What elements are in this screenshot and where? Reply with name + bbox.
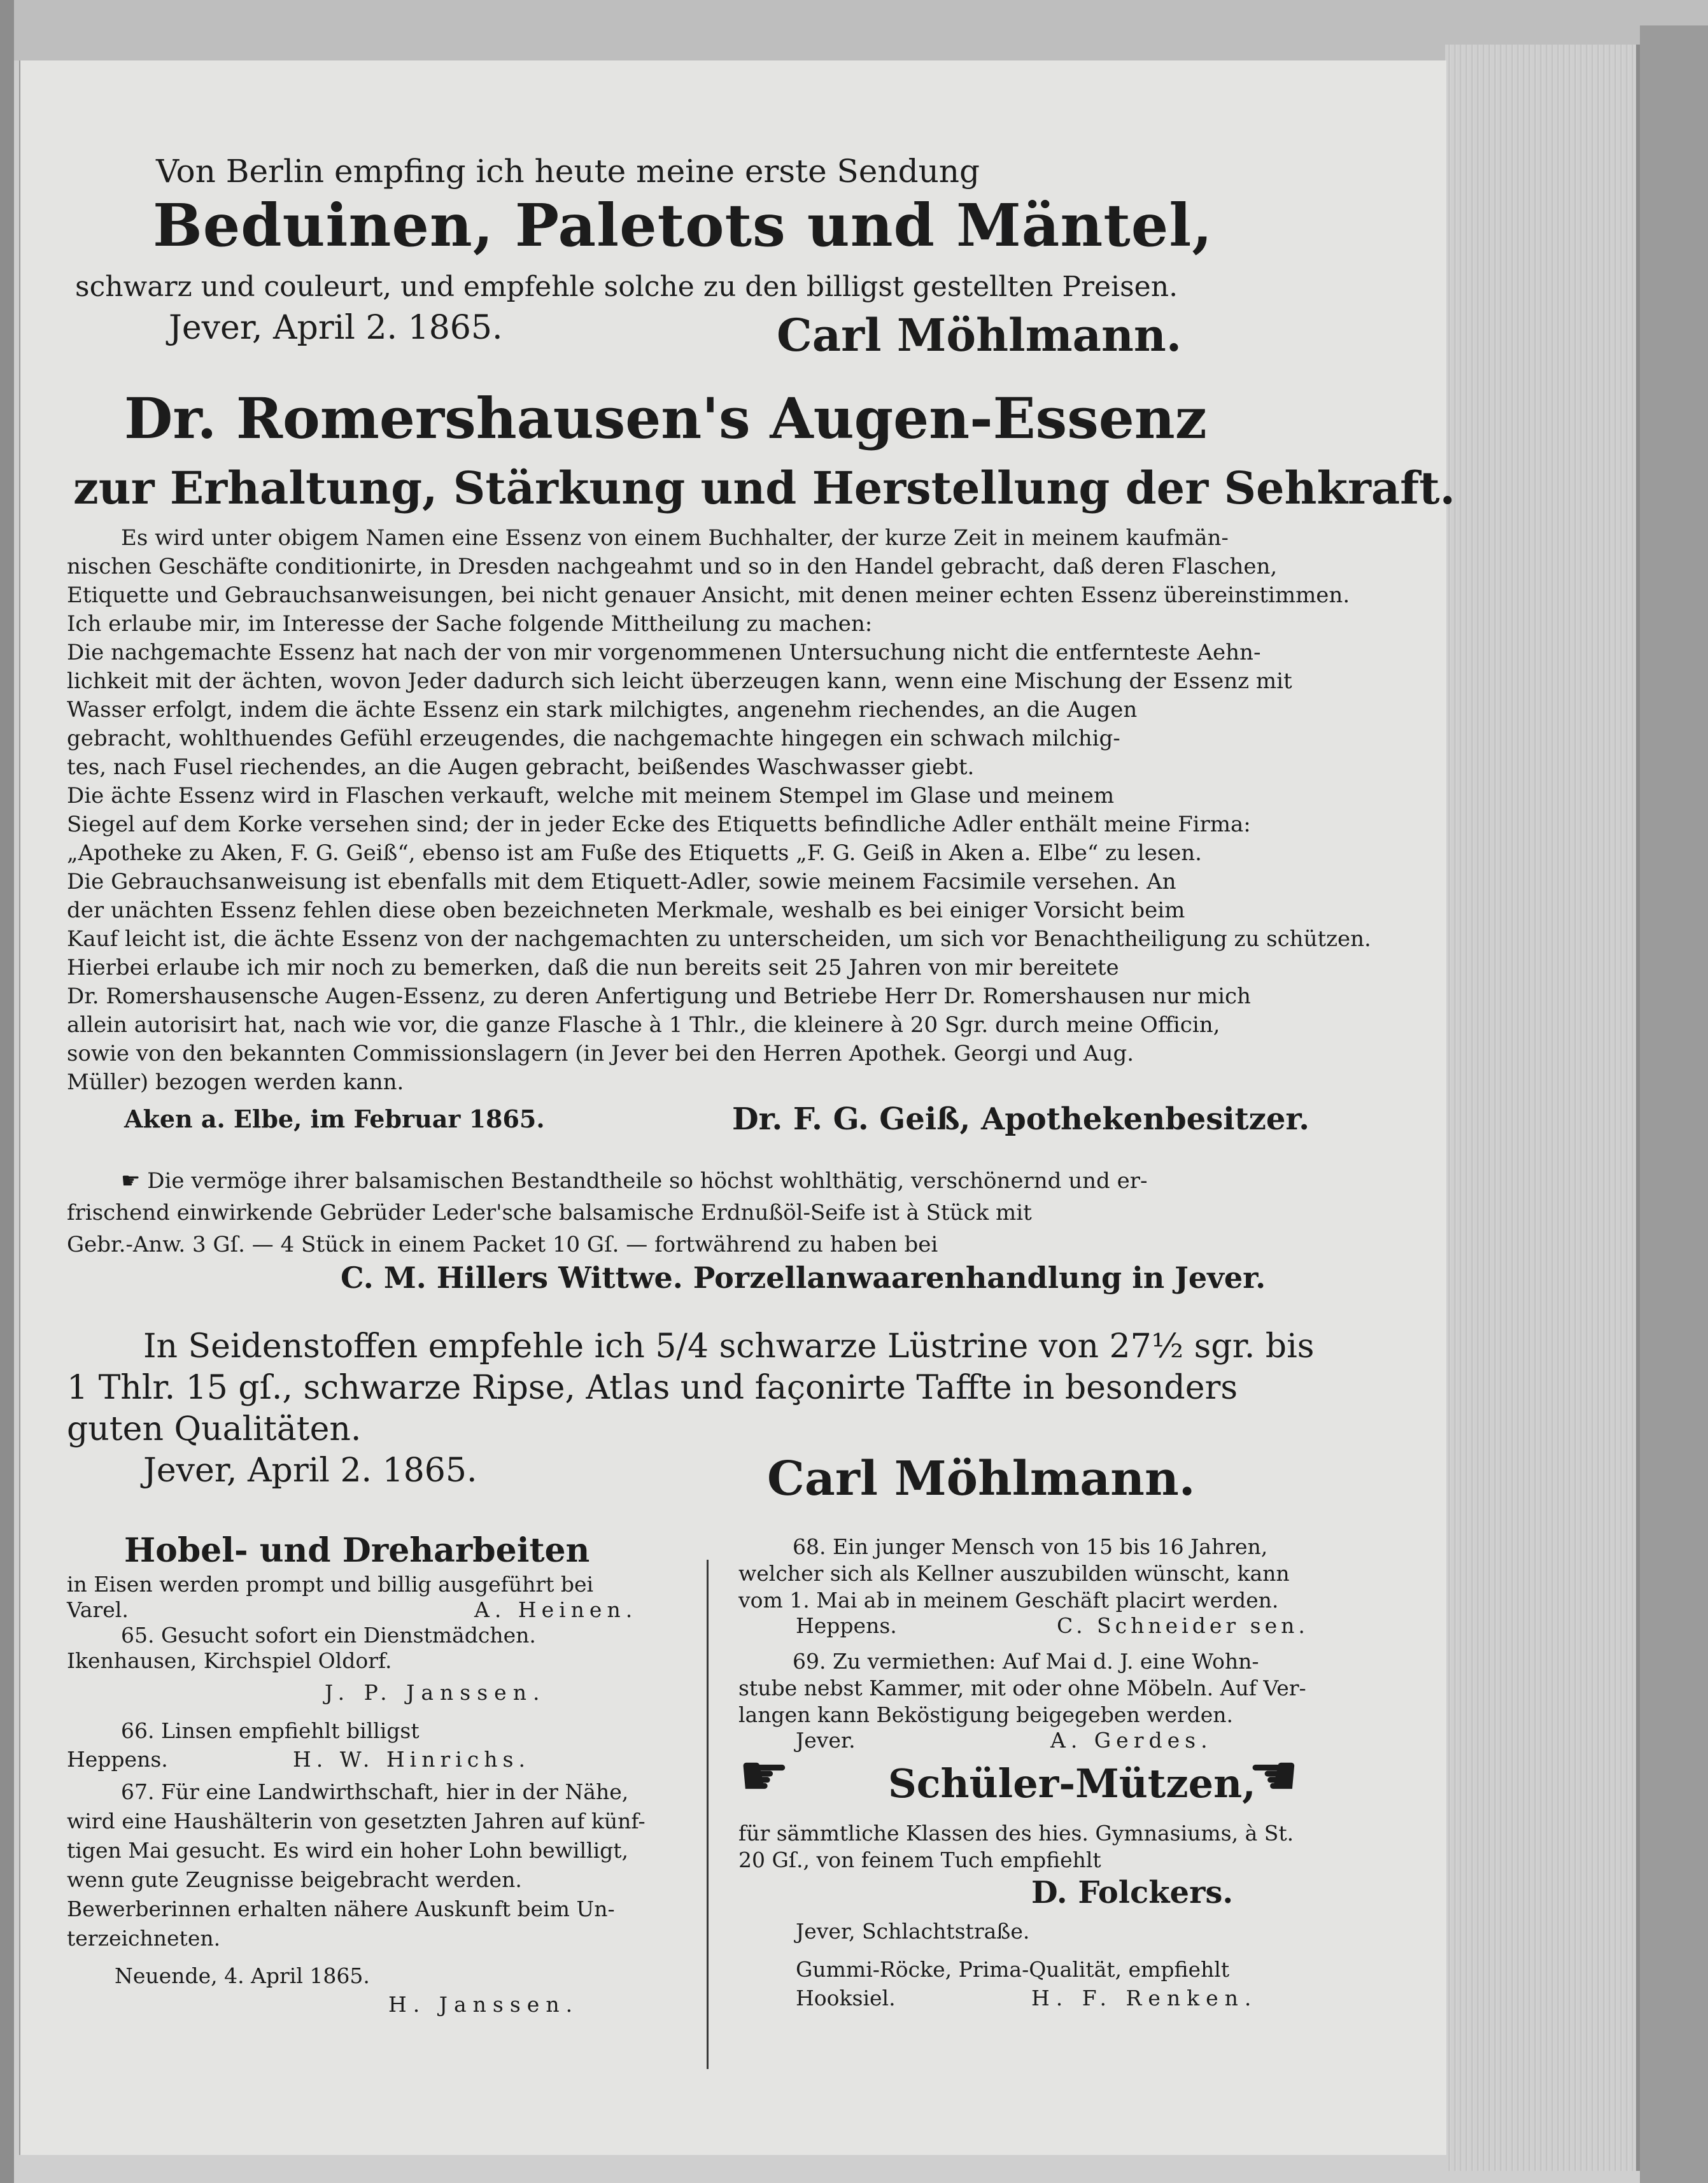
ad68-signature: C. Schneider sen. [1057,1613,1309,1638]
muetzen-signature: D. Folckers. [1031,1875,1234,1911]
hobel-line-1: in Eisen werden prompt und billig ausgeführt bei [67,1572,594,1597]
pointing-hand-icon: ☛ [738,1742,790,1809]
text-line: 69. Zu vermiethen: Auf Mai d. J. eine Wohn- [793,1649,1259,1674]
text-line: „Apotheke zu Aken, F. G. Geiß“, ebenso ist am Fuße des Etiquetts „F. G. Geiß in Aken a. Elbe“ zu lesen. [67,840,1202,866]
seife-signature: C. M. Hillers Wittwe. Porzellanwaarenhandlung in Jever. [341,1261,1266,1295]
ad69-signature: A. Gerdes. [1050,1728,1213,1753]
hobel-line-2: Varel. [67,1597,129,1622]
text-line: 20 Gſ., von feinem Tuch empfiehlt [738,1847,1101,1872]
ad68-place: Heppens. [796,1613,897,1638]
text-line: lichkeit mit der ächten, wovon Jeder dadurch sich leicht überzeugen kann, wenn eine Mischung der Essenz mit [67,668,1292,694]
text-line: Ich erlaube mir, im Interesse der Sache folgende Mittheilung zu machen: [67,611,873,637]
seide-date: Jever, April 2. 1865. [143,1452,477,1490]
seide-line-3: guten Qualitäten. [67,1410,362,1448]
text-line: terzeichneten. [67,1926,221,1951]
text-line: wenn gute Zeugnisse beigebracht werden. [67,1867,522,1892]
ad67-date: Neuende, 4. April 1865. [115,1963,370,1988]
page-block-edge [1445,45,1640,2171]
berlin-headline: Beduinen, Paletots und Mäntel, [153,191,1213,260]
text-line: Dr. Romershausensche Augen-Essenz, zu deren Anfertigung und Betriebe Herr Dr. Romershausen nur mich [67,984,1251,1009]
text-line: Etiquette und Gebrauchsanweisungen, bei nicht genauer Ansicht, mit denen meiner echten Essenz übereinstimmen. [67,583,1350,608]
gummi-place: Hooksiel. [796,1986,896,2010]
berlin-intro: Von Berlin empfing ich heute meine erste Sendung [156,153,980,190]
ad66-line-2: Heppens. [67,1747,168,1772]
book-cover-edge [1640,25,1708,2183]
text-line: für sämmtliche Klassen des hies. Gymnasiums, à St. [738,1821,1294,1846]
pointing-hand-icon: ☛ [121,1168,141,1194]
text-line: Bewerberinnen erhalten nähere Auskunft beim Un- [67,1897,615,1921]
book-spine-shadow [0,0,14,2183]
text-line: Müller) bezogen werden kann. [67,1070,404,1095]
ad65-signature: J. P. Janssen. [325,1680,546,1705]
hobel-signature: A. Heinen. [474,1597,638,1622]
text-line: stube nebst Kammer, mit oder ohne Möbeln. Auf Ver- [738,1676,1306,1700]
text-line: 68. Ein junger Mensch von 15 bis 16 Jahren, [793,1534,1268,1559]
text-line: welcher sich als Kellner auszubilden wünscht, kann [738,1561,1290,1586]
muetzen-title: Schüler-Mützen, [888,1760,1256,1807]
essenz-headline-2: zur Erhaltung, Stärkung und Herstellung der Sehkraft. [73,462,1455,514]
muetzen-place: Jever, Schlachtstraße. [796,1919,1030,1944]
text-line: wird eine Haushälterin von gesetzten Jahren auf künf- [67,1809,646,1833]
text-line: tigen Mai gesucht. Es wird ein hoher Lohn bewilligt, [67,1838,629,1863]
gummi-line: Gummi-Röcke, Prima-Qualität, empfiehlt [796,1957,1230,1982]
ad65-line-1: 65. Gesucht sofort ein Dienstmädchen. [121,1623,536,1648]
seide-line-1: In Seidenstoffen empfehle ich 5/4 schwarze Lüstrine von 27½ sgr. bis [143,1327,1315,1366]
column-rule [707,1560,709,2069]
seide-line-2: 1 Thlr. 15 gſ., schwarze Ripse, Atlas und façonirte Taffte in besonders [67,1369,1238,1407]
text-line: der unächten Essenz fehlen diese oben bezeichneten Merkmale, weshalb es bei einiger Vorsicht beim [67,898,1185,923]
text-line: 67. Für eine Landwirthschaft, hier in der Nähe, [121,1779,629,1804]
text-line: Die Gebrauchsanweisung ist ebenfalls mit dem Etiquett-Adler, sowie meinem Facsimile versehen. An [67,869,1176,894]
text-line: Die ächte Essenz wird in Flaschen verkauft, welche mit meinem Stempel im Glase und meinem [67,783,1115,809]
essenz-place-date: Aken a. Elbe, im Februar 1865. [124,1105,545,1133]
text-line: sowie von den bekannten Commissionslagern (in Jever bei den Herren Apothek. Georgi und Aug. [67,1041,1134,1066]
essenz-signature: Dr. F. G. Geiß, Apothekenbesitzer. [732,1101,1310,1137]
text-line: gebracht, wohlthuendes Gefühl erzeugendes, die nachgemachte hingegen ein schwach milchig- [67,726,1120,751]
ad66-signature: H. W. Hinrichs. [293,1747,530,1772]
text-line: Die nachgemachte Essenz hat nach der von mir vorgenommenen Untersuchung nicht die entfernteste Aehn- [67,640,1261,665]
text-line: Es wird unter obigem Namen eine Essenz von einem Buchhalter, der kurze Zeit in meinem kaufmän- [121,525,1229,551]
text-line: Wasser erfolgt, indem die ächte Essenz ein stark milchigtes, angenehm riechendes, an die Augen [67,697,1138,723]
text-line: Siegel auf dem Korke versehen sind; der in jeder Ecke des Etiquetts befindliche Adler enthält meine Firma: [67,812,1251,837]
seife-line-1: ☛ Die vermöge ihrer balsamischen Bestandtheile so höchst wohlthätig, verschönernd und er- [121,1168,1148,1194]
ad69-place: Jever. [796,1728,856,1753]
gummi-signature: H. F. Renken. [1031,1986,1258,2010]
seide-signature: Carl Möhlmann. [767,1452,1196,1506]
hobel-title: Hobel- und Dreharbeiten [124,1531,590,1570]
ad67-signature: H. Janssen. [388,1992,579,2017]
essenz-headline-1: Dr. Romershausen's Augen-Essenz [124,385,1207,451]
text-line: Kauf leicht ist, die ächte Essenz von der nachgemachten zu unterscheiden, um sich vor Benachtheiligung zu schützen. [67,926,1371,952]
berlin-body: schwarz und couleurt, und empfehle solche zu den billigst gestellten Preisen. [75,271,1178,303]
seife-line-3: Gebr.-Anw. 3 Gſ. — 4 Stück in einem Packet 10 Gſ. — fortwährend zu haben bei [67,1232,938,1257]
berlin-date: Jever, April 2. 1865. [169,309,503,347]
berlin-signature: Carl Möhlmann. [777,309,1182,362]
ad65-line-2: Ikenhausen, Kirchspiel Oldorf. [67,1648,392,1673]
text-line: nischen Geschäfte conditionirte, in Dresden nachgeahmt und so in den Handel gebracht, daß deren Flaschen, [67,554,1278,579]
text-line: vom 1. Mai ab in meinem Geschäft placirt werden. [738,1588,1279,1613]
ad66-line-1: 66. Linsen empfiehlt billigst [121,1718,420,1743]
text-line: Hierbei erlaube ich mir noch zu bemerken, daß die nun bereits seit 25 Jahren von mir bereitete [67,955,1119,980]
text-line: tes, nach Fusel riechendes, an die Augen gebracht, beißendes Waschwasser giebt. [67,754,975,780]
pointing-hand-left-icon: ☚ [1248,1742,1299,1809]
seife-line-2: frischend einwirkende Gebrüder Leder'sche balsamische Erdnußöl-Seife ist à Stück mit [67,1200,1032,1226]
text-line: allein autorisirt hat, nach wie vor, die ganze Flasche à 1 Thlr., die kleinere à 20 Sgr. durch meine Officin, [67,1012,1220,1038]
text-line: langen kann Beköstigung beigegeben werden. [738,1702,1234,1727]
